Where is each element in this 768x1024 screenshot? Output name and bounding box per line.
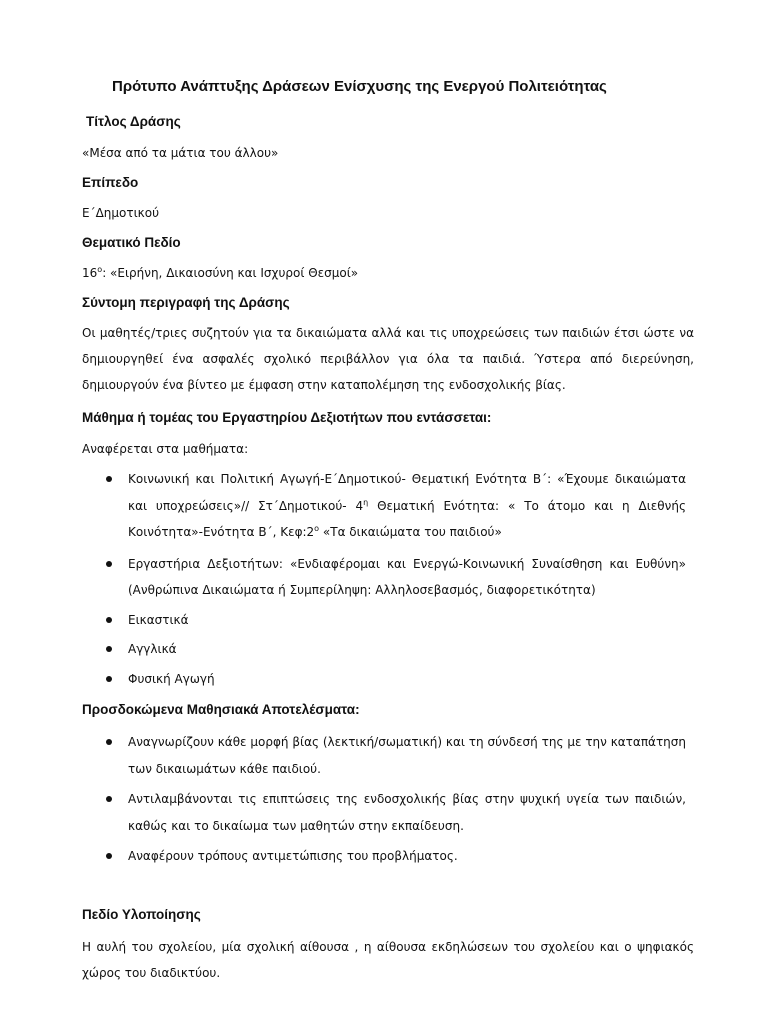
heading-short-description: Σύντομη περιγραφή της Δράσης <box>82 295 290 310</box>
list-item: Αναφέρουν τρόπους αντιμετώπισης του προβλήματος. <box>106 843 686 870</box>
bullet-icon <box>106 853 112 859</box>
heading-action-title: Τίτλος Δράσης <box>86 114 181 129</box>
bullet-icon <box>106 646 112 652</box>
implementation-text: Η αυλή του σχολείου, μία σχολική αίθουσα , η αίθουσα εκδηλώσεων του σχολείου και ο ψηφιακός χώρος του διαδικτύου. <box>82 940 694 980</box>
bullet-icon <box>106 561 112 567</box>
level-text: Ε΄Δημοτικού <box>82 206 160 220</box>
heading-lesson: Μάθημα ή τομέας του Εργαστηρίου Δεξιοτήτων που εντάσσεται: <box>82 410 492 425</box>
list-item: Εργαστήρια Δεξιοτήτων: «Ενδιαφέρομαι και Ενεργώ-Κοινωνική Συναίσθηση και Ευθύνη» (Ανθρώπινα Δικαιώματα ή Συμπερίληψη: Αλληλοσεβασμός, διαφορετικότητα) <box>106 551 686 604</box>
heading-thematic-field: Θεματικό Πεδίο <box>82 235 181 250</box>
bullet-icon <box>106 476 112 482</box>
heading-implementation: Πεδίο Υλοποίησης <box>82 907 201 922</box>
document-title: Πρότυπο Ανάπτυξης Δράσεων Ενίσχυσης της Ενεργού Πολιτειότητας <box>112 78 607 95</box>
lesson-intro: Αναφέρεται στα μαθήματα: <box>82 442 249 456</box>
thematic-field-text <box>82 266 358 280</box>
bullet-icon <box>106 676 112 682</box>
action-title-text: «Μέσα από τα μάτια του άλλου» <box>82 146 279 160</box>
thematic-field-title: : «Ειρήνη, Δικαιοσύνη και Ισχυροί Θεσμοί» <box>102 266 359 280</box>
bullet-icon <box>106 739 112 745</box>
thematic-field-number-sup: ο <box>97 265 103 274</box>
short-description-text: Οι μαθητές/τριες συζητούν για τα δικαιώματα αλλά και τις υποχρεώσεις των παιδιών έτσι ώστε να δημιουργηθεί ένα ασφαλές σχολικό περιβάλλον για όλα τα παιδιά. Ύστερα από διερεύνηση, δημιουργούν ένα βίντεο με έμφαση στην καταπολέμηση της ενδοσχολικής βίας. <box>82 326 694 392</box>
heading-level: Επίπεδο <box>82 175 139 190</box>
list-item: Εικαστικά <box>106 607 686 634</box>
bullet-icon <box>106 796 112 802</box>
list-item: Φυσική Αγωγή <box>106 666 686 693</box>
list-item: Αντιλαμβάνονται τις επιπτώσεις της ενδοσχολικής βίας στην ψυχική υγεία των παιδιών, καθώς και το δικαίωμα των μαθητών στην εκπαίδευση. <box>106 786 686 839</box>
list-item: Αναγνωρίζουν κάθε μορφή βίας (λεκτική/σωματική) και τη σύνδεσή της με την καταπάτηση των δικαιωμάτων κάθε παιδιού. <box>106 729 686 782</box>
list-item: Αγγλικά <box>106 636 686 663</box>
bullet-icon <box>106 617 112 623</box>
lesson-list <box>106 466 686 692</box>
list-item: Κοινωνική και Πολιτική Αγωγή-Ε΄Δημοτικού- Θεματική Ενότητα Β΄: «Έχουμε δικαιώματα και υποχρεώσεις»// Στ΄Δημοτικού- $4^\eta$ Θεματική Ενότητα: « Το άτομο και η Διεθνής Κοινότητα»-Ενότητα Β΄, $K\varepsilon\varphi:2^o$ «Τα δικαιώματα του παιδιού» <box>106 466 686 546</box>
heading-outcomes: Προσδοκώμενα Μαθησιακά Αποτελέσματα: <box>82 702 360 717</box>
thematic-field-number: 16 <box>82 266 98 280</box>
outcomes-list <box>106 729 686 870</box>
